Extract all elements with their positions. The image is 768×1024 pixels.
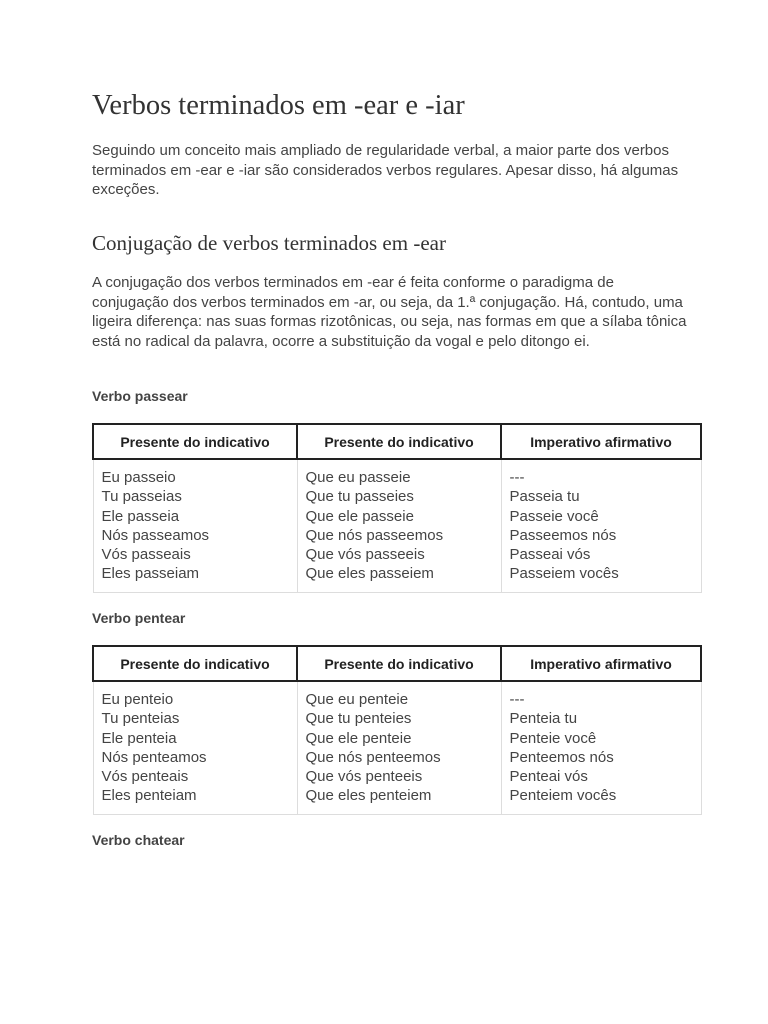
conjugation-form: Passeie você xyxy=(509,507,599,525)
section-paragraph: A conjugação dos verbos terminados em -ear é feita conforme o paradigma de conjugação dos verbos terminados em -ar, ou seja, da 1.ª conjugação. Há, contudo, uma ligeira diferença: nas suas formas rizotônicas, ou seja, nas formas em que a sílaba tônica está no radical da palavra, ocorre a substituição da vogal e pelo ditongo ei. xyxy=(92,274,687,350)
table-header-row xyxy=(93,646,701,681)
conjugation-form: Eu penteio xyxy=(101,691,174,708)
conjugation-form: Que eles penteiem xyxy=(305,787,432,805)
conjugation-form: Penteie você xyxy=(509,729,597,747)
conjugation-form: Ele passeia xyxy=(101,507,180,525)
conjugation-form: --- xyxy=(509,469,525,486)
section-heading: Conjugação de verbos terminados em -ear xyxy=(92,231,446,255)
conjugation-form: Que nós passeemos xyxy=(305,526,444,544)
table-cell xyxy=(297,459,501,592)
conjugation-form: Passeia tu xyxy=(509,488,580,506)
column-header: Presente do indicativo xyxy=(93,424,297,459)
verb-label-pentear: Verbo pentear xyxy=(92,610,186,626)
conjugation-form: Tu passeias xyxy=(101,488,182,506)
conjugation-form: Que vós passeeis xyxy=(305,546,425,564)
conjugation-form: Que eu penteie xyxy=(305,691,409,708)
conjugation-form: Tu penteias xyxy=(101,710,180,728)
conjugation-form: Penteiem vocês xyxy=(509,787,617,805)
conjugation-form: Que ele passeie xyxy=(305,507,414,525)
conjugation-form: Vós passeais xyxy=(101,546,191,564)
verb-label-passear: Verbo passear xyxy=(92,388,188,404)
conjugation-form: --- xyxy=(509,691,525,708)
conjugation-form: Que tu passeies xyxy=(305,488,414,506)
conjugation-form: Eu passeio xyxy=(101,469,176,486)
column-header: Presente do indicativo xyxy=(297,424,501,459)
conjugation-form: Penteia tu xyxy=(509,710,578,728)
conjugation-form: Eles penteiam xyxy=(101,787,197,805)
conjugation-form: Nós passeamos xyxy=(101,526,210,544)
conjugation-form: Passeiem vocês xyxy=(509,565,619,583)
table-row xyxy=(93,459,701,592)
conjugation-form: Eles passeiam xyxy=(101,565,200,583)
intro-paragraph: Seguindo um conceito mais ampliado de regularidade verbal, a maior parte dos verbos terminados em -ear e -iar são considerados verbos regulares. Apesar disso, há algumas exceções. xyxy=(92,142,679,198)
conjugation-form: Penteemos nós xyxy=(509,748,614,766)
conjugation-form: Penteai vós xyxy=(509,768,588,786)
column-header: Imperativo afirmativo xyxy=(501,424,701,459)
table-header-row xyxy=(93,424,701,459)
column-header: Imperativo afirmativo xyxy=(501,646,701,681)
column-header: Presente do indicativo xyxy=(297,646,501,681)
conjugation-table-passear xyxy=(92,423,702,593)
conjugation-form: Que eu passeie xyxy=(305,469,411,486)
conjugation-form: Ele penteia xyxy=(101,729,177,747)
table-cell xyxy=(93,681,297,814)
conjugation-form: Nós penteamos xyxy=(101,748,207,766)
conjugation-form: Que tu penteies xyxy=(305,710,412,728)
conjugation-form: Passeai vós xyxy=(509,546,591,564)
page-title: Verbos terminados em -ear e -iar xyxy=(92,90,465,121)
conjugation-table-pentear xyxy=(92,645,702,815)
verb-label-chatear: Verbo chatear xyxy=(92,832,185,848)
conjugation-form: Que ele penteie xyxy=(305,729,412,747)
conjugation-form: Que vós penteeis xyxy=(305,768,423,786)
table-cell xyxy=(501,459,701,592)
conjugation-form: Vós penteais xyxy=(101,768,189,786)
table-row xyxy=(93,681,701,814)
table-cell xyxy=(501,681,701,814)
conjugation-form: Passeemos nós xyxy=(509,526,617,544)
conjugation-form: Que eles passeiem xyxy=(305,565,434,583)
column-header: Presente do indicativo xyxy=(93,646,297,681)
table-cell xyxy=(93,459,297,592)
conjugation-form: Que nós penteemos xyxy=(305,748,441,766)
table-cell xyxy=(297,681,501,814)
